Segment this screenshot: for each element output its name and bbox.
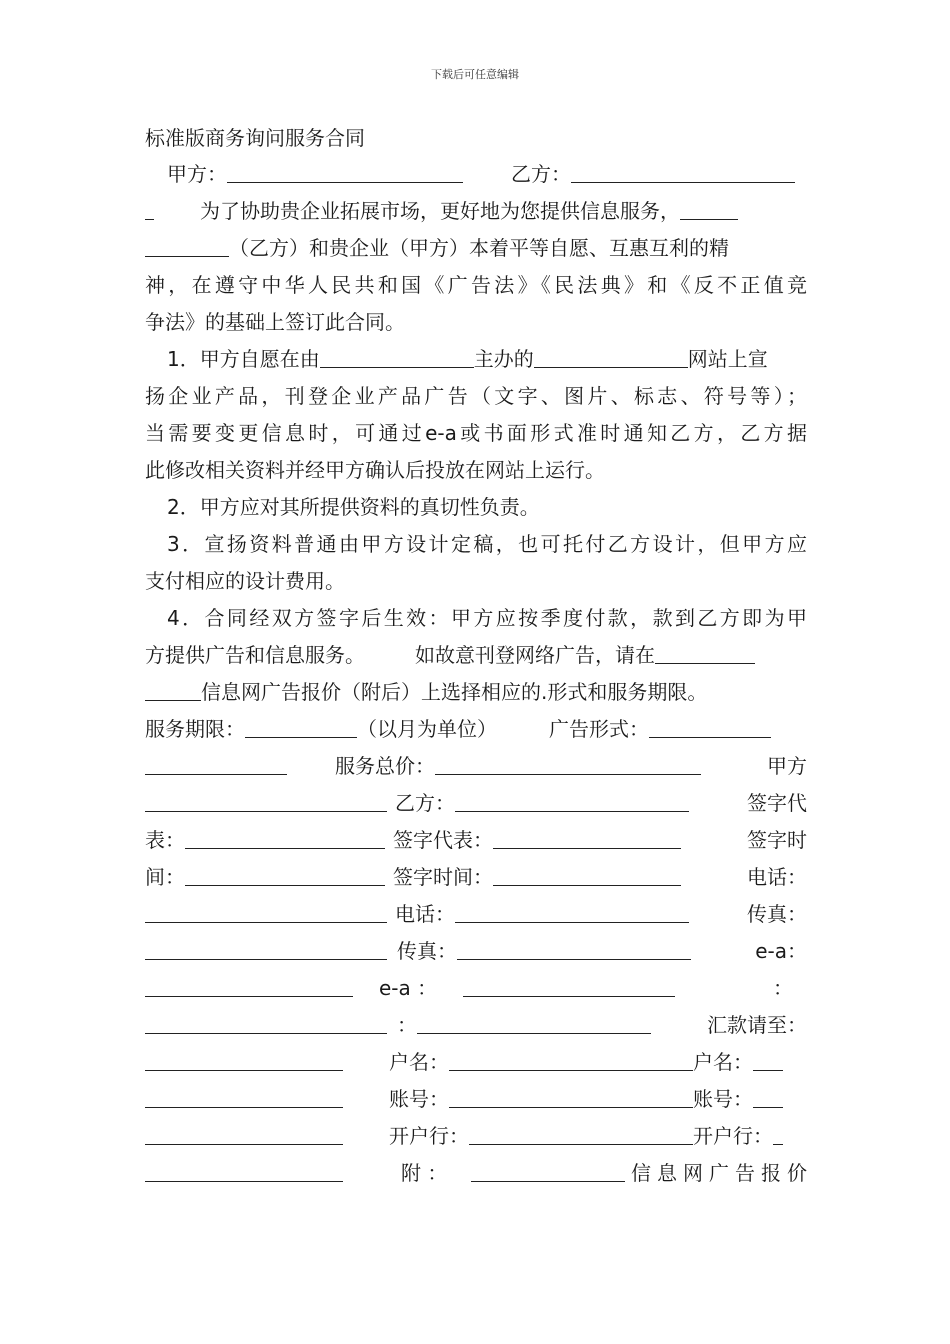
party-a-label: 甲方： [167, 162, 227, 186]
clause-1-text-a: 1．甲方自愿在由 [167, 347, 320, 371]
clause-3-line-1: 3．宣扬资料普通由甲方设计定稿，也可托付乙方设计，但甲方应 [167, 532, 807, 556]
service-term-unit: （以月为单位） [357, 717, 497, 741]
clause-4-line-1: 4．合同经双方签字后生效：甲方应按季度付款，款到乙方即为甲 [167, 606, 807, 630]
phone-label-a: 电话： [747, 865, 807, 889]
clause-4-text-2b: 如故意刊登网络广告，请在 [415, 643, 655, 667]
party-b-label: 乙方： [511, 162, 571, 186]
attachment-blank[interactable] [471, 1163, 625, 1182]
total-price-label: 服务总价： [335, 754, 435, 778]
ea-label-a: e-a： [755, 939, 807, 963]
sign-rep-label-a-1: 签字代 [747, 791, 807, 815]
ea-label-b: e-a ： [379, 976, 438, 1000]
clause-1-text-3a: 当需要变更信息时，可通过 [145, 421, 426, 445]
remit-blank[interactable] [145, 1052, 343, 1071]
account-name-b-blank[interactable] [753, 1052, 783, 1071]
total-price-line [145, 753, 807, 790]
parties-line [145, 161, 807, 198]
ea-line [145, 975, 807, 1012]
clause-4-text-3: 信息网广告报价（附后）上选择相应的.形式和服务期限。 [201, 680, 708, 704]
clause-4-line-2 [145, 642, 807, 679]
intro-line-3: 神，在遵守中华人民共和国《广告法》《民法典》和《反不正值竞 [145, 273, 807, 297]
fax-label-a: 传真： [747, 902, 807, 926]
phone-line [145, 901, 807, 938]
service-term-label: 服务期限： [145, 717, 245, 741]
party-b-sign-line [145, 790, 807, 827]
fax-b-blank[interactable] [457, 941, 691, 960]
info-network-blank[interactable] [655, 645, 755, 664]
party-b-name-blank-cont[interactable] [145, 238, 229, 257]
ad-form-blank-cont[interactable] [145, 756, 287, 775]
ea-b-blank-cont[interactable] [417, 1015, 651, 1034]
phone-a-blank[interactable] [145, 904, 387, 923]
clause-4-line-3 [145, 679, 807, 716]
ea-a-blank[interactable] [145, 978, 353, 997]
attachment-label: 附 ： [401, 1161, 448, 1185]
clause-1-line-4: 此修改相关资料并经甲方确认后投放在网站上运行。 [145, 458, 605, 482]
phone-b-blank[interactable] [455, 904, 689, 923]
clause-1-line-2: 扬企业产品，刊登企业产品广告（文字、图片、标志、符号等）； [145, 384, 807, 408]
intro-text-2: （乙方）和贵企业（甲方）本着平等自愿、互惠互利的精 [229, 236, 729, 260]
sign-rep-b-blank[interactable] [493, 830, 681, 849]
bank-label-b: 开户行： [693, 1124, 773, 1148]
party-a-sign-label: 甲方 [767, 754, 807, 778]
sign-time-label-a-2: 间： [145, 865, 185, 889]
remit-line [145, 1012, 807, 1049]
account-no-label-b: 账号： [693, 1087, 753, 1111]
sign-time-label-b: 签字时间： [393, 865, 493, 889]
sponsor-blank[interactable] [320, 349, 474, 368]
contract-title: 标准版商务询问服务合同 [145, 126, 365, 150]
service-term-blank[interactable] [245, 719, 357, 738]
party-b-name-blank[interactable] [680, 201, 738, 220]
clause-1-text-c: 网站上宣 [687, 347, 768, 371]
fax-line [145, 938, 807, 975]
bank-line [145, 1123, 807, 1160]
price-list-label: 信息网广告报价 [631, 1161, 813, 1185]
intro-text-1: 为了协助贵企业拓展市场，更好地为您提供信息服务， [200, 199, 680, 223]
account-name-line [145, 1049, 807, 1086]
account-no-cont-blank[interactable] [145, 1126, 343, 1145]
bank-cont-blank[interactable] [145, 1163, 343, 1182]
account-no-label-a: 账号： [389, 1087, 449, 1111]
party-a-sign-blank[interactable] [145, 793, 387, 812]
intro-line-2 [145, 235, 807, 272]
party-b-blank[interactable] [571, 164, 795, 183]
clause-4-text-2a: 方提供广告和信息服务。 [145, 643, 365, 667]
clause-1-text-b: 主办的 [473, 347, 534, 371]
bank-b-blank[interactable] [773, 1126, 783, 1145]
ea-a-blank-cont[interactable] [145, 1015, 387, 1034]
sign-time-line [145, 864, 807, 901]
account-name-label-b: 户名： [693, 1050, 753, 1074]
page-header-note: 下载后可任意编辑 [431, 68, 519, 81]
fax-a-blank[interactable] [145, 941, 387, 960]
sign-time-label-a-1: 签字时 [747, 828, 807, 852]
colon-label-b: ： [397, 1013, 417, 1037]
blank[interactable] [145, 201, 154, 220]
website-blank[interactable] [534, 349, 688, 368]
colon-label: ： [773, 976, 793, 1000]
clause-1-line-1 [145, 346, 807, 383]
intro-line-4: 争法》的基础上签订此合同。 [145, 310, 405, 334]
clause-1-text-3c: 或书面形式准时通知乙方，乙方据 [456, 421, 808, 445]
service-term-line [145, 716, 807, 753]
ad-form-label: 广告形式： [549, 717, 649, 741]
fax-label-b: 传真： [397, 939, 457, 963]
sign-rep-a-blank[interactable] [185, 830, 385, 849]
account-name-cont-blank[interactable] [145, 1089, 343, 1108]
clause-1-line-3 [145, 420, 807, 457]
sign-rep-line [145, 827, 807, 864]
phone-label-b: 电话： [395, 902, 455, 926]
clause-3-line-2: 支付相应的设计费用。 [145, 569, 345, 593]
bank-label-a: 开户行： [389, 1124, 469, 1148]
clause-2: 2．甲方应对其所提供资料的真切性负责。 [167, 495, 540, 519]
sign-time-b-blank[interactable] [493, 867, 681, 886]
account-name-label-a: 户名： [389, 1050, 449, 1074]
attachment-line [145, 1160, 813, 1197]
account-name-a-blank[interactable] [449, 1052, 693, 1071]
account-no-a-blank[interactable] [449, 1089, 693, 1108]
sign-time-a-blank[interactable] [185, 867, 385, 886]
remit-label: 汇款请至： [707, 1013, 807, 1037]
sign-rep-label-a-2: 表： [145, 828, 185, 852]
ad-form-blank[interactable] [649, 719, 771, 738]
party-b-sign-blank[interactable] [455, 793, 689, 812]
party-b-sign-label: 乙方： [395, 791, 455, 815]
total-price-blank[interactable] [435, 756, 701, 775]
clause-1-text-ea: e-a [425, 421, 457, 445]
sign-rep-label-b: 签字代表： [393, 828, 493, 852]
info-network-blank-cont[interactable] [145, 682, 201, 701]
party-a-blank[interactable] [227, 164, 463, 183]
bank-a-blank[interactable] [469, 1126, 693, 1145]
intro-line-1 [145, 198, 807, 235]
account-no-line [145, 1086, 807, 1123]
account-no-b-blank[interactable] [753, 1089, 783, 1108]
ea-b-blank[interactable] [463, 978, 675, 997]
